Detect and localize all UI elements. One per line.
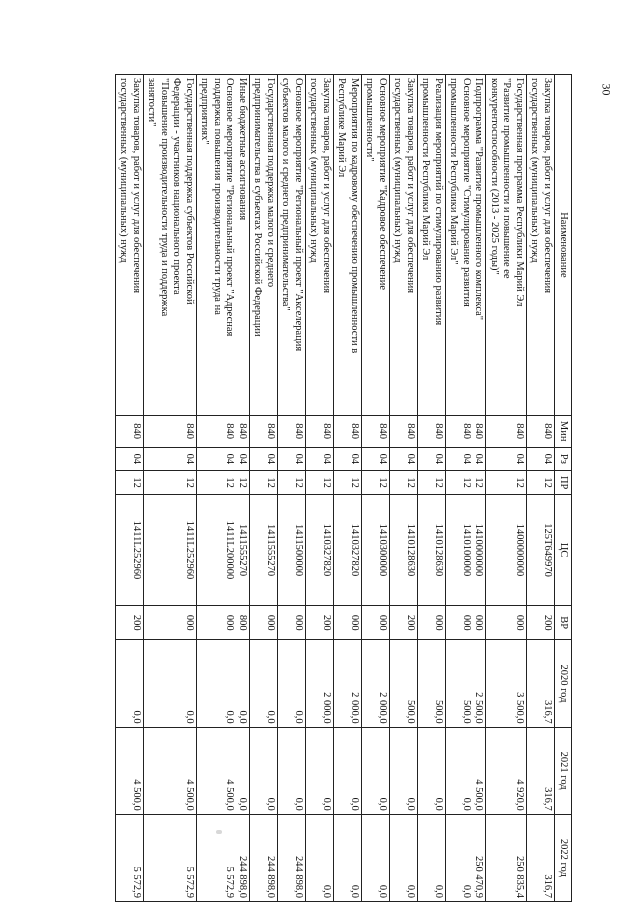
cell-name-line: Основное мероприятие "Стимулирование развития bbox=[461, 78, 472, 307]
cell-min bbox=[446, 415, 487, 447]
cell-2022-line: 244 898,0 bbox=[293, 856, 304, 898]
cell-vr-line: 800 bbox=[237, 614, 248, 631]
cell-2022 bbox=[390, 814, 418, 901]
cell-vr-line: 000 bbox=[265, 614, 276, 631]
cell-cs-line: 1410128630 bbox=[405, 523, 416, 577]
cell-min bbox=[278, 415, 306, 447]
cell-cs-line: 1411L200000 bbox=[224, 520, 236, 580]
cell-2020-line: 0,0 bbox=[184, 710, 195, 724]
cell-2020-line: 0,0 bbox=[293, 710, 304, 724]
cell-2022 bbox=[446, 814, 487, 901]
cell-pr-line: 12 bbox=[293, 477, 304, 488]
cell-name-line: субъектов малого и среднего предпринимательства" bbox=[280, 78, 292, 311]
cell-cs-line: 125Т649970 bbox=[542, 523, 553, 577]
cell-rz-line: 04 bbox=[321, 453, 332, 465]
cell-2021 bbox=[446, 727, 487, 814]
cell-pr-line: 12 bbox=[321, 477, 332, 488]
cell-name-line: Федерации - участников национального проекта bbox=[171, 78, 183, 295]
cell-name bbox=[486, 75, 527, 416]
cell-vr-line: 000 bbox=[514, 614, 525, 631]
cell-name bbox=[197, 75, 250, 416]
cell-min-line: 840 bbox=[131, 423, 142, 440]
cell-cs-line: 1411500000 bbox=[293, 523, 304, 577]
cell-vr bbox=[390, 606, 418, 640]
cell-pr-line: 12 bbox=[377, 477, 388, 488]
cell-vr bbox=[486, 606, 527, 640]
cell-rz-line: 04 bbox=[293, 453, 304, 465]
header-2022: 2022 год bbox=[555, 814, 572, 901]
cell-name-line: Государственная программа Республики Марий Эл bbox=[514, 78, 525, 307]
cell-cs-line: 1410128630 bbox=[433, 523, 444, 577]
cell-vr-line: 000 bbox=[293, 614, 304, 631]
cell-cs-line: 1400000000 bbox=[514, 523, 525, 577]
cell-rz bbox=[334, 447, 362, 471]
cell-2020-line: 2 000,0 bbox=[377, 692, 388, 724]
cell-2022-line: 5 572,9 bbox=[184, 866, 195, 898]
cell-min-line: 840 bbox=[265, 423, 276, 440]
cell-cs bbox=[446, 495, 487, 606]
table-row bbox=[486, 75, 527, 902]
cell-min-line: 840 bbox=[377, 423, 388, 440]
table-row bbox=[334, 75, 362, 902]
cell-2021 bbox=[250, 727, 278, 814]
cell-rz-line: 04 bbox=[349, 453, 360, 465]
cell-name bbox=[390, 75, 418, 416]
cell-cs bbox=[390, 495, 418, 606]
cell-rz bbox=[390, 447, 418, 471]
table-row bbox=[306, 75, 334, 902]
cell-name bbox=[250, 75, 278, 416]
cell-2022 bbox=[527, 814, 555, 901]
cell-vr-line: 200 bbox=[405, 614, 416, 631]
cell-min-line: 840 bbox=[224, 423, 236, 440]
header-rz: Рз bbox=[555, 447, 572, 471]
cell-vr bbox=[197, 606, 250, 640]
cell-2021-line: 0,0 bbox=[405, 797, 416, 811]
cell-2021-line: 0,0 bbox=[293, 797, 304, 811]
cell-name-line: "Развитие промышленности и повышение ее bbox=[501, 78, 513, 279]
cell-name bbox=[362, 75, 390, 416]
cell-2020-line: 3 500,0 bbox=[514, 692, 525, 724]
cell-name-line: промышленности" bbox=[364, 78, 376, 162]
cell-rz bbox=[278, 447, 306, 471]
cell-2022-line: 0,0 bbox=[377, 884, 388, 898]
cell-name-line: государственных (муниципальных) нужд bbox=[529, 78, 541, 263]
cell-vr-line: 000 bbox=[224, 614, 236, 631]
cell-name-line: Закупка товаров, работ и услуг для обеспечения bbox=[542, 78, 553, 294]
cell-rz-line: 04 bbox=[265, 453, 276, 465]
cell-2021 bbox=[144, 727, 197, 814]
table-row bbox=[197, 75, 250, 902]
cell-2020 bbox=[116, 640, 144, 727]
cell-rz-line: 04 bbox=[433, 453, 444, 465]
table-row bbox=[278, 75, 306, 902]
table-row bbox=[116, 75, 144, 902]
cell-rz bbox=[250, 447, 278, 471]
cell-pr bbox=[362, 471, 390, 495]
cell-min bbox=[390, 415, 418, 447]
cell-min-line: 840 bbox=[473, 423, 485, 440]
cell-2020 bbox=[278, 640, 306, 727]
cell-pr bbox=[278, 471, 306, 495]
cell-name-line: Основное мероприятие "Региональный проект "Адресная bbox=[224, 78, 236, 337]
cell-vr-line: 000 bbox=[349, 614, 360, 631]
header-2021: 2021 год bbox=[555, 727, 572, 814]
header-cs: ЦС bbox=[555, 495, 572, 606]
cell-rz bbox=[418, 447, 446, 471]
cell-name-line: Мероприятия по кадровому обеспечению промышленности в bbox=[349, 78, 360, 354]
cell-pr bbox=[527, 471, 555, 495]
cell-2022 bbox=[144, 814, 197, 901]
header-pr: ПР bbox=[555, 471, 572, 495]
cell-2021-line: 4 920,0 bbox=[514, 779, 525, 811]
cell-name-line: Иные бюджетные ассигнования bbox=[237, 78, 248, 221]
cell-2020-line: 500,0 bbox=[461, 699, 472, 724]
cell-rz bbox=[486, 447, 527, 471]
cell-min-line: 840 bbox=[433, 423, 444, 440]
cell-pr bbox=[250, 471, 278, 495]
table-header-row bbox=[555, 75, 572, 902]
cell-2020-line: 2 000,0 bbox=[321, 692, 332, 724]
cell-rz-line: 04 bbox=[514, 453, 525, 465]
cell-2020 bbox=[197, 640, 250, 727]
cell-vr-line: 000 bbox=[377, 614, 388, 631]
cell-2020 bbox=[250, 640, 278, 727]
cell-cs-line: 1410300000 bbox=[377, 523, 388, 577]
cell-min-line: 840 bbox=[514, 423, 525, 440]
cell-min bbox=[306, 415, 334, 447]
cell-rz-line: 04 bbox=[461, 453, 472, 465]
cell-name-line: Закупка товаров, работ и услуг для обеспечения bbox=[131, 78, 142, 294]
cell-name-line: "Повышение производительности труда и поддержка bbox=[159, 78, 170, 317]
cell-2020-line: 2 500,0 bbox=[473, 692, 485, 724]
cell-2021-line: 0,0 bbox=[461, 797, 472, 811]
cell-vr bbox=[334, 606, 362, 640]
cell-min bbox=[486, 415, 527, 447]
table-row bbox=[418, 75, 446, 902]
cell-pr bbox=[306, 471, 334, 495]
cell-name-line: государственных (муниципальных) нужд bbox=[118, 78, 130, 263]
cell-2021 bbox=[418, 727, 446, 814]
cell-pr bbox=[197, 471, 250, 495]
cell-min bbox=[197, 415, 250, 447]
cell-cs bbox=[362, 495, 390, 606]
cell-min-line: 840 bbox=[405, 423, 416, 440]
cell-name-line: государственных (муниципальных) нужд bbox=[392, 78, 404, 263]
cell-2022-line: 244 898,0 bbox=[265, 856, 276, 898]
cell-2021-line: 0,0 bbox=[349, 797, 360, 811]
cell-cs-line: 1410327820 bbox=[321, 523, 332, 577]
table-row bbox=[390, 75, 418, 902]
header-name: Наименование bbox=[555, 75, 572, 416]
table-body bbox=[116, 75, 555, 902]
cell-cs bbox=[306, 495, 334, 606]
cell-pr bbox=[486, 471, 527, 495]
cell-vr bbox=[278, 606, 306, 640]
cell-2022-line: 244 898,0 bbox=[237, 856, 248, 898]
cell-name-line: предприятиях" bbox=[199, 78, 211, 145]
cell-2022 bbox=[334, 814, 362, 901]
cell-2020-line: 0,0 bbox=[131, 710, 142, 724]
scan-mark bbox=[216, 830, 222, 834]
cell-name bbox=[116, 75, 144, 416]
cell-name-line: предпринимательства в субъектах Российской Федерации bbox=[252, 78, 264, 337]
cell-rz-line: 04 bbox=[377, 453, 388, 465]
cell-2020 bbox=[446, 640, 487, 727]
cell-min bbox=[362, 415, 390, 447]
cell-pr bbox=[334, 471, 362, 495]
table-row bbox=[144, 75, 197, 902]
cell-cs bbox=[250, 495, 278, 606]
cell-2022-line: 316,7 bbox=[542, 874, 553, 898]
cell-cs-line: 1411555270 bbox=[237, 523, 248, 577]
cell-rz bbox=[362, 447, 390, 471]
cell-pr-line: 12 bbox=[405, 477, 416, 488]
cell-vr-line: 200 bbox=[321, 614, 332, 631]
cell-cs bbox=[486, 495, 527, 606]
cell-cs-line: 1411L252960 bbox=[184, 520, 195, 580]
cell-2022 bbox=[362, 814, 390, 901]
cell-2020-line: 2 000,0 bbox=[349, 692, 360, 724]
cell-min-line: 840 bbox=[321, 423, 332, 440]
cell-min-line: 840 bbox=[542, 423, 553, 440]
cell-2021 bbox=[116, 727, 144, 814]
cell-2021 bbox=[306, 727, 334, 814]
table-row bbox=[446, 75, 487, 902]
cell-min-line: 840 bbox=[237, 423, 248, 440]
cell-2021-line: 0,0 bbox=[265, 797, 276, 811]
page-number: 30 bbox=[599, 83, 614, 96]
cell-name-line: Государственная поддержка малого и среднего bbox=[265, 78, 276, 288]
cell-2021 bbox=[197, 727, 250, 814]
cell-2021-line: 316,7 bbox=[542, 787, 553, 811]
cell-cs-line: 1411555270 bbox=[265, 523, 276, 577]
cell-vr bbox=[116, 606, 144, 640]
cell-rz-line: 04 bbox=[131, 453, 142, 465]
cell-min bbox=[334, 415, 362, 447]
cell-vr bbox=[418, 606, 446, 640]
header-2020: 2020 год bbox=[555, 640, 572, 727]
cell-2020-line: 500,0 bbox=[405, 699, 416, 724]
cell-name bbox=[418, 75, 446, 416]
cell-rz bbox=[527, 447, 555, 471]
cell-name bbox=[306, 75, 334, 416]
cell-2022 bbox=[306, 814, 334, 901]
cell-name-line: Республике Марий Эл bbox=[336, 78, 348, 178]
cell-2021 bbox=[362, 727, 390, 814]
cell-pr bbox=[116, 471, 144, 495]
cell-rz-line: 04 bbox=[224, 453, 236, 465]
cell-vr bbox=[250, 606, 278, 640]
cell-rz-line: 04 bbox=[405, 453, 416, 465]
cell-vr bbox=[446, 606, 487, 640]
cell-pr-line: 12 bbox=[131, 477, 142, 488]
cell-vr bbox=[362, 606, 390, 640]
cell-2020 bbox=[334, 640, 362, 727]
cell-2020-line: 500,0 bbox=[433, 699, 444, 724]
cell-cs-line: 1410000000 bbox=[473, 523, 485, 577]
cell-vr-line: 000 bbox=[184, 614, 195, 631]
cell-2022-line: 0,0 bbox=[461, 884, 472, 898]
cell-2021-line: 4 500,0 bbox=[473, 779, 485, 811]
cell-rz bbox=[144, 447, 197, 471]
cell-2022-line: 0,0 bbox=[349, 884, 360, 898]
cell-2020 bbox=[527, 640, 555, 727]
cell-cs-line: 1411L252960 bbox=[131, 520, 142, 580]
cell-2021-line: 4 500,0 bbox=[224, 779, 236, 811]
cell-2022-line: 0,0 bbox=[321, 884, 332, 898]
cell-pr-line: 12 bbox=[473, 477, 485, 488]
cell-cs-line: 1410100000 bbox=[461, 523, 472, 577]
cell-2020 bbox=[362, 640, 390, 727]
cell-2021 bbox=[278, 727, 306, 814]
cell-2020-line: 0,0 bbox=[224, 710, 236, 724]
cell-pr-line: 12 bbox=[265, 477, 276, 488]
cell-2021-line: 0,0 bbox=[433, 797, 444, 811]
table-row bbox=[250, 75, 278, 902]
cell-name bbox=[278, 75, 306, 416]
cell-pr-line: 12 bbox=[184, 477, 195, 488]
cell-rz bbox=[197, 447, 250, 471]
cell-2022 bbox=[250, 814, 278, 901]
header-min: Мин bbox=[555, 415, 572, 447]
cell-rz bbox=[306, 447, 334, 471]
cell-rz-line: 04 bbox=[542, 453, 553, 465]
cell-2022-line: 5 572,9 bbox=[131, 866, 142, 898]
cell-2021 bbox=[486, 727, 527, 814]
cell-2021-line: 0,0 bbox=[237, 797, 248, 811]
budget-table bbox=[115, 74, 572, 902]
cell-cs bbox=[144, 495, 197, 606]
cell-pr-line: 12 bbox=[433, 477, 444, 488]
cell-min-line: 840 bbox=[461, 423, 472, 440]
cell-2020 bbox=[486, 640, 527, 727]
cell-min bbox=[527, 415, 555, 447]
cell-name-line: Закупка товаров, работ и услуг для обеспечения bbox=[405, 78, 416, 294]
cell-vr bbox=[144, 606, 197, 640]
cell-vr-line: 000 bbox=[461, 614, 472, 631]
cell-min-line: 840 bbox=[349, 423, 360, 440]
cell-2022-line: 5 572,9 bbox=[224, 866, 236, 898]
cell-vr-line: 000 bbox=[433, 614, 444, 631]
cell-2022 bbox=[197, 814, 250, 901]
cell-rz bbox=[446, 447, 487, 471]
cell-pr bbox=[390, 471, 418, 495]
cell-name-line: занятости" bbox=[146, 78, 158, 127]
cell-2020 bbox=[418, 640, 446, 727]
cell-min bbox=[116, 415, 144, 447]
cell-name-line: Реализация мероприятий по стимулированию развития bbox=[433, 78, 444, 326]
cell-min bbox=[250, 415, 278, 447]
cell-vr-line: 200 bbox=[131, 614, 142, 631]
cell-name bbox=[144, 75, 197, 416]
cell-pr bbox=[446, 471, 487, 495]
cell-vr bbox=[527, 606, 555, 640]
cell-2022-line: 250 470,9 bbox=[473, 856, 485, 898]
cell-vr-line: 200 bbox=[542, 614, 553, 631]
cell-pr-line: 12 bbox=[514, 477, 525, 488]
cell-2022 bbox=[278, 814, 306, 901]
cell-name-line: поддержка повышения производительности труда на bbox=[212, 78, 223, 315]
cell-2022 bbox=[116, 814, 144, 901]
cell-name-line: промышленности Республики Марий Эл bbox=[420, 78, 432, 261]
cell-2021-line: 0,0 bbox=[377, 797, 388, 811]
cell-2021 bbox=[390, 727, 418, 814]
cell-2021 bbox=[527, 727, 555, 814]
cell-2020 bbox=[306, 640, 334, 727]
cell-rz-line: 04 bbox=[184, 453, 195, 465]
cell-cs bbox=[197, 495, 250, 606]
cell-name bbox=[446, 75, 487, 416]
cell-2020-line: 316,7 bbox=[542, 699, 553, 724]
cell-2020 bbox=[144, 640, 197, 727]
cell-rz-line: 04 bbox=[237, 453, 248, 465]
cell-name bbox=[334, 75, 362, 416]
cell-pr-line: 12 bbox=[349, 477, 360, 488]
cell-cs bbox=[334, 495, 362, 606]
rotated-table-wrapper bbox=[29, 74, 572, 902]
cell-cs bbox=[527, 495, 555, 606]
cell-2021-line: 4 500,0 bbox=[184, 779, 195, 811]
cell-cs bbox=[278, 495, 306, 606]
cell-pr-line: 12 bbox=[542, 477, 553, 488]
cell-2021-line: 4 500,0 bbox=[131, 779, 142, 811]
cell-name-line: промышленности Республики Марий Эл" bbox=[448, 78, 460, 265]
cell-2020-line: 0,0 bbox=[265, 710, 276, 724]
cell-2022 bbox=[486, 814, 527, 901]
cell-2021 bbox=[334, 727, 362, 814]
cell-rz-line: 04 bbox=[473, 453, 485, 465]
cell-name-line: государственных (муниципальных) нужд bbox=[308, 78, 320, 263]
cell-name-line: Основное мероприятие "Кадровое обеспечение bbox=[377, 78, 388, 291]
cell-name-line: Государственная поддержка субъектов Российской bbox=[184, 78, 195, 305]
cell-min bbox=[418, 415, 446, 447]
cell-rz bbox=[116, 447, 144, 471]
cell-pr-line: 12 bbox=[224, 477, 236, 488]
cell-2021-line: 0,0 bbox=[321, 797, 332, 811]
cell-pr bbox=[144, 471, 197, 495]
cell-pr bbox=[418, 471, 446, 495]
table-row bbox=[362, 75, 390, 902]
cell-name-line: конкурентоспособности (2013 - 2025 годы)" bbox=[489, 78, 500, 275]
cell-pr-line: 12 bbox=[237, 477, 248, 488]
table-row bbox=[527, 75, 555, 902]
cell-min-line: 840 bbox=[184, 423, 195, 440]
cell-min-line: 840 bbox=[293, 423, 304, 440]
cell-2022-line: 0,0 bbox=[433, 884, 444, 898]
cell-2022-line: 250 835,4 bbox=[514, 856, 525, 898]
cell-2020-line: 0,0 bbox=[237, 710, 248, 724]
cell-2020 bbox=[390, 640, 418, 727]
header-vr: ВР bbox=[555, 606, 572, 640]
cell-vr bbox=[306, 606, 334, 640]
cell-name-line: Подпрограмма "Развитие промышленного комплекса" bbox=[473, 78, 485, 321]
cell-cs bbox=[116, 495, 144, 606]
cell-2022-line: 0,0 bbox=[405, 884, 416, 898]
cell-cs bbox=[418, 495, 446, 606]
cell-pr-line: 12 bbox=[461, 477, 472, 488]
cell-min bbox=[144, 415, 197, 447]
cell-2022 bbox=[418, 814, 446, 901]
cell-cs-line: 1410327820 bbox=[349, 523, 360, 577]
cell-vr-line: 000 bbox=[473, 614, 485, 631]
cell-name bbox=[527, 75, 555, 416]
cell-name-line: Закупка товаров, работ и услуг для обеспечения bbox=[321, 78, 332, 294]
cell-name-line: Основное мероприятие "Региональный проект "Акселерация bbox=[293, 78, 304, 352]
